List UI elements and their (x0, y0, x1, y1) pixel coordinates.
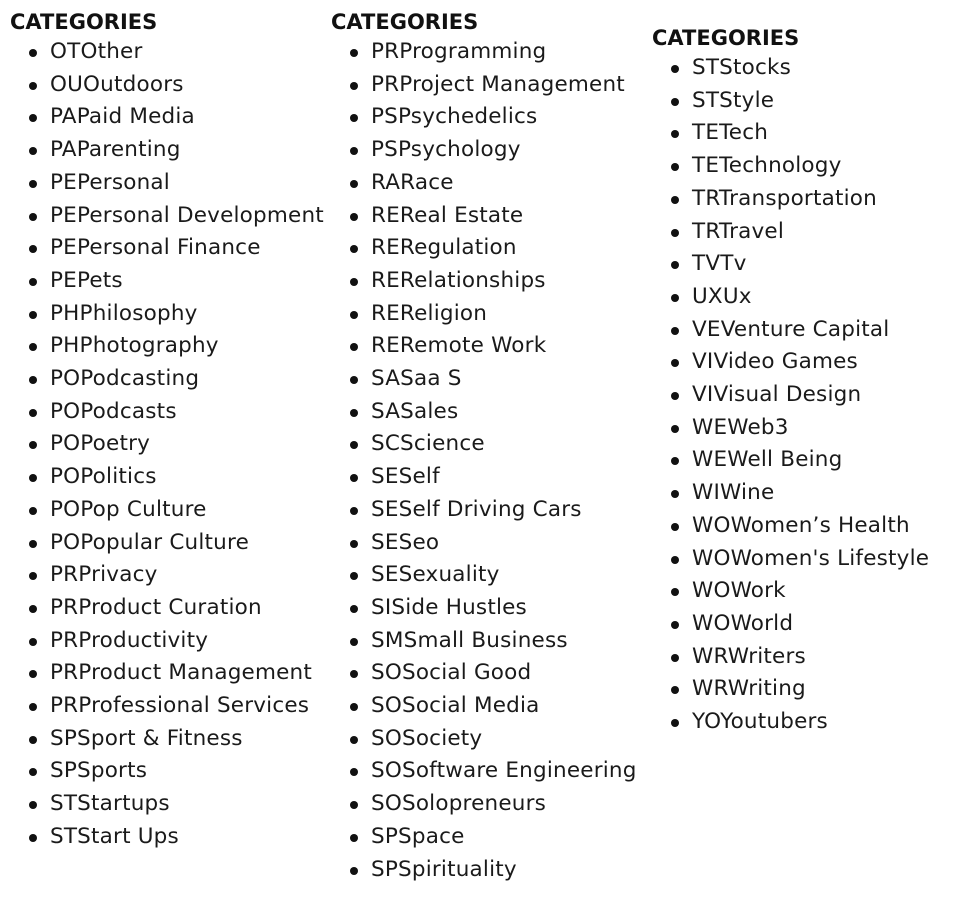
category-label: PRPrivacy (50, 562, 158, 588)
category-label: SPSports (50, 758, 148, 784)
bullet-icon (350, 311, 358, 319)
category-label: TETech (692, 120, 769, 146)
category-list-item (347, 592, 637, 625)
category-list-item (26, 428, 324, 461)
bullet-icon (671, 719, 679, 727)
bullet-icon (350, 540, 358, 548)
category-list-item (347, 657, 637, 690)
bullet-icon (350, 572, 358, 580)
category-list-item (26, 396, 324, 429)
category-label: WEWell Being (692, 447, 843, 473)
bullet-icon (671, 261, 679, 269)
category-list-item (347, 428, 637, 461)
category-list-item (347, 134, 637, 167)
bullet-icon (350, 703, 358, 711)
bullet-icon (350, 147, 358, 155)
category-label: SCScience (371, 431, 485, 457)
category-list-item (668, 183, 929, 216)
category-list-item (26, 265, 324, 298)
category-label: PRProduct Management (50, 660, 312, 686)
category-label: PHPhilosophy (50, 300, 198, 326)
bullet-icon (350, 605, 358, 613)
category-list-item (668, 543, 929, 576)
bullet-icon (29, 441, 37, 449)
category-label: TRTravel (692, 218, 785, 244)
bullet-icon (671, 294, 679, 302)
category-list-item (26, 755, 324, 788)
category-list-item (668, 608, 929, 641)
category-label: OTOther (50, 39, 143, 64)
bullet-icon (29, 147, 37, 155)
bullet-icon (671, 229, 679, 237)
bullet-icon (29, 49, 37, 57)
category-label: STStartups (50, 791, 170, 817)
category-label: SPSpirituality (371, 856, 517, 882)
category-label: YOYoutubers (692, 709, 828, 735)
category-label: POPoetry (50, 431, 151, 457)
bullet-icon (29, 507, 37, 515)
bullet-icon (671, 588, 679, 596)
bullet-icon (350, 670, 358, 678)
category-list-item (347, 494, 637, 527)
category-column-1 (10, 8, 324, 854)
category-label: SISide Hustles (371, 594, 527, 620)
category-label: PEPersonal (50, 169, 170, 195)
category-label: WOWomen’s Health (692, 512, 910, 538)
category-label: PHPhotography (50, 333, 219, 359)
category-label: STStyle (692, 87, 775, 113)
bullet-icon (350, 867, 358, 875)
bullet-icon (350, 638, 358, 646)
bullet-icon (671, 392, 679, 400)
category-label: RERemote Work (371, 333, 547, 359)
category-list-item (26, 788, 324, 821)
category-label: PRProfessional Services (50, 693, 310, 719)
category-list-item (668, 412, 929, 445)
category-label: RARace (371, 169, 454, 195)
bullet-icon (350, 736, 358, 744)
category-label: SESelf (371, 464, 440, 490)
bullet-icon (350, 834, 358, 842)
category-label: PAPaid Media (50, 104, 195, 130)
category-label: PAParenting (50, 137, 181, 163)
category-label: SASaa S (371, 366, 462, 392)
category-label: SESeo (371, 529, 440, 555)
bullet-icon (350, 441, 358, 449)
category-list-item (26, 723, 324, 756)
category-label: VEVenture Capital (692, 316, 890, 342)
bullet-icon (29, 343, 37, 351)
bullet-icon (350, 474, 358, 482)
category-list-item (26, 298, 324, 331)
category-list-item (26, 625, 324, 658)
bullet-icon (350, 245, 358, 253)
category-label: SPSpace (371, 823, 465, 849)
category-label: PRProgramming (371, 39, 547, 64)
category-label: WRWriting (692, 676, 806, 702)
category-list-item (26, 461, 324, 494)
category-list-item (26, 592, 324, 625)
bullet-icon (671, 98, 679, 106)
category-label: SASales (371, 398, 459, 424)
category-label: SESexuality (371, 562, 500, 588)
category-label: UXUx (692, 283, 752, 309)
bullet-icon (350, 82, 358, 90)
bullet-icon (671, 196, 679, 204)
category-list-item (347, 69, 637, 102)
category-list-item (26, 690, 324, 723)
category-label: VIVisual Design (692, 382, 862, 408)
category-label: PRProject Management (371, 71, 625, 97)
category-column-2 (331, 8, 637, 886)
category-label: WOWork (692, 578, 786, 604)
bullet-icon (29, 114, 37, 122)
category-label: RERelationships (371, 267, 546, 293)
bullet-icon (29, 540, 37, 548)
bullet-icon (350, 49, 358, 57)
category-list-item (347, 788, 637, 821)
category-label: POPodcasting (50, 366, 200, 392)
category-list-item (347, 396, 637, 429)
bullet-icon (29, 834, 37, 842)
category-list-item (347, 298, 637, 331)
bullet-icon (29, 409, 37, 417)
category-list-item (668, 641, 929, 674)
bullet-icon (350, 343, 358, 351)
category-list (652, 52, 929, 739)
category-list-item (347, 723, 637, 756)
category-label: TVTv (692, 251, 747, 277)
category-label: WOWorld (692, 610, 794, 636)
category-label: PSPsychology (371, 137, 521, 163)
category-list-item (668, 379, 929, 412)
category-list-item (668, 510, 929, 543)
category-label: PEPersonal Development (50, 202, 324, 228)
category-list-item (668, 673, 929, 706)
category-label: POPodcasts (50, 398, 177, 424)
bullet-icon (350, 376, 358, 384)
bullet-icon (29, 82, 37, 90)
bullet-icon (29, 311, 37, 319)
column-heading: CATEGORIES (331, 10, 479, 34)
category-list-item (668, 314, 929, 347)
category-list-item (26, 101, 324, 134)
bullet-icon (350, 409, 358, 417)
category-label: PEPets (50, 267, 123, 293)
category-list-item (668, 248, 929, 281)
bullet-icon (671, 654, 679, 662)
category-label: POPopular Culture (50, 529, 249, 555)
category-list (10, 36, 324, 854)
category-list-item (347, 36, 637, 69)
category-label: REReal Estate (371, 202, 524, 228)
category-label: SOSocial Good (371, 660, 532, 686)
category-list-item (26, 134, 324, 167)
category-label: RERegulation (371, 235, 517, 261)
category-list-item (347, 854, 637, 887)
bullet-icon (350, 278, 358, 286)
category-list-item (668, 150, 929, 183)
bullet-icon (29, 736, 37, 744)
bullet-icon (29, 670, 37, 678)
bullet-icon (671, 556, 679, 564)
bullet-icon (671, 359, 679, 367)
bullet-icon (29, 180, 37, 188)
bullet-icon (29, 278, 37, 286)
category-list-item (668, 216, 929, 249)
category-label: SOSoftware Engineering (371, 758, 637, 784)
category-label: WIWine (692, 480, 775, 506)
bullet-icon (671, 425, 679, 433)
category-list-item (26, 821, 324, 854)
category-list-item (347, 821, 637, 854)
category-label: OUOutdoors (50, 71, 184, 97)
bullet-icon (29, 572, 37, 580)
category-label: WEWeb3 (692, 414, 789, 440)
category-label: PRProduct Curation (50, 594, 262, 620)
category-list-item (347, 330, 637, 363)
bullet-icon (29, 801, 37, 809)
category-list-item (347, 527, 637, 560)
category-list-item (347, 200, 637, 233)
bullet-icon (671, 523, 679, 531)
category-list-item (26, 232, 324, 265)
category-label: VIVideo Games (692, 349, 858, 375)
category-list (331, 36, 637, 886)
category-label: WOWomen's Lifestyle (692, 545, 930, 571)
category-label: POPolitics (50, 464, 157, 490)
category-list-item (668, 346, 929, 379)
bullet-icon (350, 507, 358, 515)
category-list-item (347, 690, 637, 723)
category-list-item (26, 527, 324, 560)
bullet-icon (29, 703, 37, 711)
category-list-item (668, 477, 929, 510)
category-list-item (668, 52, 929, 85)
category-list-item (26, 330, 324, 363)
category-label: PEPersonal Finance (50, 235, 261, 261)
category-label: STStocks (692, 55, 792, 80)
bullet-icon (29, 638, 37, 646)
bullet-icon (29, 474, 37, 482)
bullet-icon (29, 768, 37, 776)
category-label: SMSmall Business (371, 627, 568, 653)
bullet-icon (350, 114, 358, 122)
category-list-item (668, 117, 929, 150)
category-list-item (668, 281, 929, 314)
bullet-icon (671, 163, 679, 171)
category-label: SESelf Driving Cars (371, 496, 582, 522)
category-list-item (668, 706, 929, 739)
category-list-item (347, 461, 637, 494)
bullet-icon (671, 65, 679, 73)
category-label: POPop Culture (50, 496, 207, 522)
category-list-item (347, 167, 637, 200)
bullet-icon (671, 490, 679, 498)
category-list-item (26, 167, 324, 200)
category-list-item (668, 575, 929, 608)
bullet-icon (671, 457, 679, 465)
column-heading: CATEGORIES (10, 10, 158, 34)
category-list-item (347, 755, 637, 788)
category-label: REReligion (371, 300, 488, 326)
bullet-icon (671, 130, 679, 138)
category-label: TETechnology (692, 153, 842, 179)
category-list-item (347, 559, 637, 592)
bullet-icon (350, 768, 358, 776)
category-label: SOSocial Media (371, 693, 540, 719)
category-label: SOSociety (371, 725, 483, 751)
category-column-3 (652, 24, 929, 739)
category-label: TRTransportation (692, 185, 877, 211)
category-list-item (26, 657, 324, 690)
category-label: STStart Ups (50, 823, 179, 849)
category-list-item (26, 559, 324, 592)
category-list-item (26, 36, 324, 69)
bullet-icon (350, 213, 358, 221)
category-list-item (26, 363, 324, 396)
category-list-item (347, 101, 637, 134)
category-label: PSPsychedelics (371, 104, 538, 130)
category-list-item (26, 494, 324, 527)
bullet-icon (671, 686, 679, 694)
category-label: WRWriters (692, 643, 806, 669)
bullet-icon (29, 213, 37, 221)
category-label: SPSport & Fitness (50, 725, 243, 751)
bullet-icon (29, 245, 37, 253)
category-label: SOSolopreneurs (371, 791, 547, 817)
column-heading: CATEGORIES (652, 26, 800, 50)
bullet-icon (671, 621, 679, 629)
category-list-item (347, 265, 637, 298)
category-list-item (668, 444, 929, 477)
category-list-item (347, 625, 637, 658)
category-list-item (347, 363, 637, 396)
bullet-icon (350, 801, 358, 809)
category-list-item (347, 232, 637, 265)
category-list-item (668, 85, 929, 118)
bullet-icon (671, 327, 679, 335)
bullet-icon (29, 376, 37, 384)
category-list-item (26, 200, 324, 233)
category-list-item (26, 69, 324, 102)
category-label: PRProductivity (50, 627, 209, 653)
bullet-icon (350, 180, 358, 188)
bullet-icon (29, 605, 37, 613)
